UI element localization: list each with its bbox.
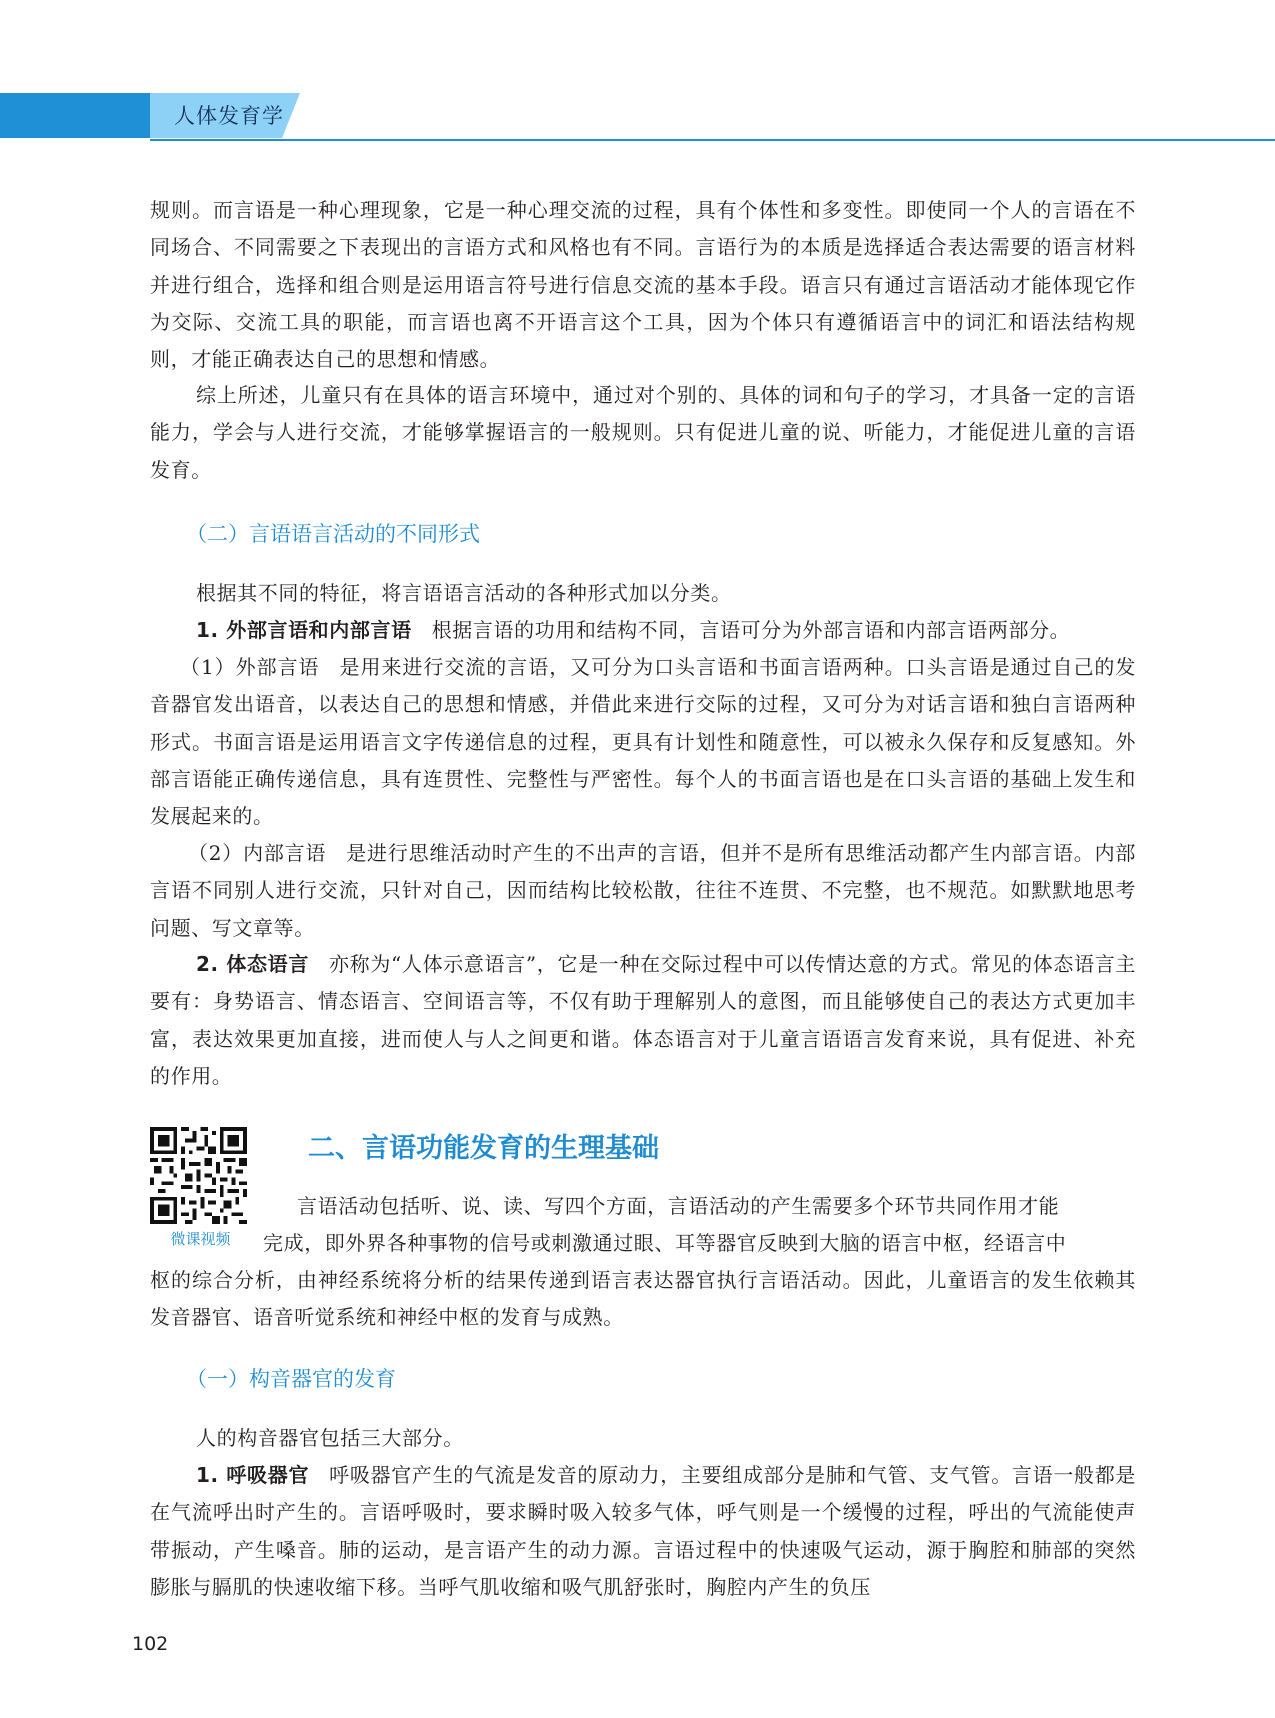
page-number: 102 [132, 1633, 169, 1655]
header-color-bar [0, 93, 150, 138]
sub-item-1-text: 是用来进行交流的言语，又可分为口头言语和书面言语两种。口头言语是通过自己的发音器官发出语音，以表达自己的思想和情感，并借此来进行交际的过程，又可分为对话言语和独白言语两种形式。书面言语是运用语言文字传递信息的过程，更具有计划性和随意性，可以被永久保存和反复感知。外部言语能正确传递信息，具有连贯性、完整性与严密性。每个人的书面言语也是在口头言语的基础上发生和发展起来的。 [150, 655, 1136, 829]
sub-item-1-lead: （1）外部言语 [180, 655, 320, 679]
item-3-lead: 1. 呼吸器官 [196, 1463, 310, 1487]
section-heading-a: （一）构音器官的发育 [186, 1367, 396, 1391]
section-heading-b: （二）言语语言活动的不同形式 [186, 522, 480, 546]
item-2-text: 亦称为“人体示意语言”，它是一种在交际过程中可以传情达意的方式。常见的体态语言主要有：身势语言、情态语言、空间语言等，不仅有助于理解别人的意图，而且能够使自己的表达方式更加丰富，表达效果更加直接，进而使人与人之间更和谐。体态语言对于儿童言语语言发育来说，具有促进、补充的作用。 [150, 952, 1136, 1088]
paragraph-intro-rest: 枢的综合分析，由神经系统将分析的结果传递到语言表达器官执行言语活动。因此，儿童语言的发生依赖其发音器官、语音听觉系统和神经中枢的发育与成熟。 [150, 1268, 1136, 1330]
sub-item-2-text: 是进行思维活动时产生的不出声的言语，但并不是所有思维活动都产生内部言语。内部言语不同别人进行交流，只针对自己，因而结构比较松散，往往不连贯、不完整，也不规范。如默默地思考问题、写文章等。 [150, 841, 1136, 940]
header-rule [150, 139, 1275, 141]
paragraph-intro-line1: 言语活动包括听、说、读、写四个方面，言语活动的产生需要多个环节共同作用才能 [297, 1194, 1060, 1218]
item-1-lead: 1. 外部言语和内部言语 [196, 618, 412, 642]
book-title: 人体发育学 [174, 104, 284, 128]
item-3-paragraph [150, 1457, 1136, 1606]
qr-code-icon[interactable] [150, 1127, 247, 1224]
sub-item-1-paragraph [150, 649, 1136, 835]
sub-item-2-lead: （2）内部言语 [188, 841, 327, 865]
sub-item-2-paragraph [150, 835, 1136, 947]
item-2-lead: 2. 体态语言 [196, 952, 310, 976]
item-1-text: 根据言语的功用和结构不同，言语可分为外部言语和内部言语两部分。 [431, 618, 1071, 642]
paragraph-summary: 综上所述，儿童只有在具体的语言环境中，通过对个别的、具体的词和句子的学习，才具备一定的言语能力，学会与人进行交流，才能够掌握语言的一般规则。只有促进儿童的说、听能力，才能促进儿童的言语发育。 [150, 383, 1136, 482]
qr-label: 微课视频 [170, 1230, 231, 1248]
section-heading-2: 二、言语功能发育的生理基础 [308, 1133, 659, 1164]
item-1-paragraph [150, 612, 1136, 649]
item-3-text: 呼吸器官产生的气流是发音的原动力，主要组成部分是肺和气管、支气管。言语一般都是在气流呼出时产生的。言语呼吸时，要求瞬时吸入较多气体，呼气则是一个缓慢的过程，呼出的气流能使声带振动，产生嗓音。肺的运动，是言语产生的动力源。言语过程中的快速吸气运动，源于胸腔和肺部的突然膨胀与膈肌的快速收缩下移。当呼气肌收缩和吸气肌舒张时，胸腔内产生的负压 [150, 1463, 1136, 1599]
paragraph-continuation: 规则。而言语是一种心理现象，它是一种心理交流的过程，具有个体性和多变性。即使同一个人的言语在不同场合、不同需要之下表现出的言语方式和风格也有不同。言语行为的本质是选择适合表达需要的语言材料并进行组合，选择和组合则是运用语言符号进行信息交流的基本手段。语言只有通过言语活动才能体现它作为交际、交流工具的职能，而言语也离不开语言这个工具，因为个体只有遵循语言中的词汇和语法结构规则，才能正确表达自己的思想和情感。 [150, 198, 1136, 372]
item-2-paragraph [150, 946, 1136, 1095]
paragraph-classification: 根据其不同的特征，将言语语言活动的各种形式加以分类。 [196, 581, 732, 605]
paragraph-organs: 人的构音器官包括三大部分。 [196, 1426, 464, 1450]
paragraph-intro-line2: 完成，即外界各种事物的信号或刺激通过眼、耳等器官反映到大脑的语言中枢，经语言中 [263, 1231, 1067, 1255]
page-header [0, 0, 1275, 150]
